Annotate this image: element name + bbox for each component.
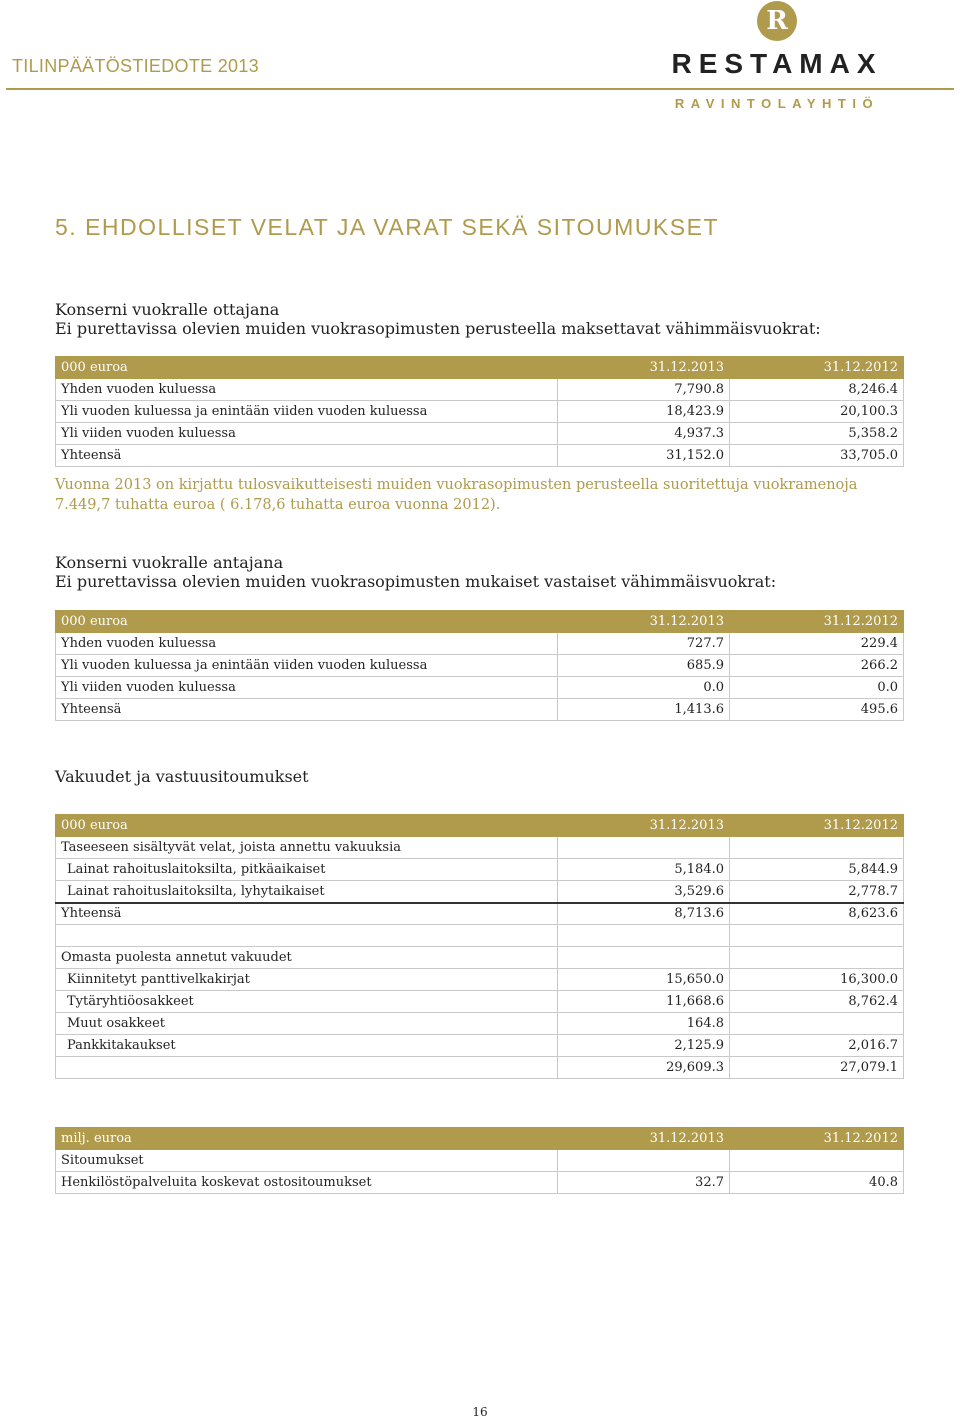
table-row — [56, 1172, 904, 1194]
collateral-heading: Vakuudet ja vastuusitoumukset — [55, 767, 309, 786]
section-title: 5. EHDOLLISET VELAT JA VARAT SEKÄ SITOUMUKSET — [55, 214, 719, 240]
table-row — [56, 947, 904, 969]
value-2013 — [558, 837, 730, 859]
value-2013: 0.0 — [558, 677, 730, 699]
table-row — [56, 423, 904, 445]
row-label: Tytäryhtiöosakkeet — [56, 991, 558, 1013]
row-label: Taseeseen sisältyvät velat, joista annettu vakuuksia — [56, 837, 558, 859]
total-row — [56, 445, 904, 467]
row-label: Muut osakkeet — [56, 1013, 558, 1035]
table-row — [56, 881, 904, 903]
row-label: Yli vuoden kuluessa ja enintään viiden vuoden kuluessa — [56, 401, 558, 423]
value-2012: 8,246.4 — [730, 379, 904, 401]
table-row — [56, 1150, 904, 1172]
value-2013: 8,713.6 — [558, 903, 730, 925]
value-2012: 495.6 — [730, 699, 904, 721]
column-header: milj. euroa — [56, 1128, 558, 1150]
value-2013: 11,668.6 — [558, 991, 730, 1013]
value-2012 — [730, 1150, 904, 1172]
column-header: 31.12.2013 — [558, 611, 730, 633]
row-label: Kiinnitetyt panttivelkakirjat — [56, 969, 558, 991]
total-row — [56, 699, 904, 721]
column-header: 31.12.2013 — [558, 357, 730, 379]
value-2013: 3,529.6 — [558, 881, 730, 903]
row-label: Yhteensä — [56, 445, 558, 467]
value-2013: 29,609.3 — [558, 1057, 730, 1079]
lessee-table — [55, 356, 904, 467]
table-header-row — [56, 357, 904, 379]
lessee-heading-1: Konserni vuokralle ottajana — [55, 300, 280, 319]
lessor-table — [55, 610, 904, 721]
row-label: Yhden vuoden kuluessa — [56, 379, 558, 401]
row-label: Pankkitakaukset — [56, 1035, 558, 1057]
commitments-table — [55, 1127, 904, 1194]
table-row — [56, 633, 904, 655]
column-header: 31.12.2013 — [558, 1128, 730, 1150]
value-2012 — [730, 1013, 904, 1035]
spacer-row — [56, 925, 904, 947]
row-label: Yli viiden vuoden kuluessa — [56, 677, 558, 699]
header-rule — [6, 88, 954, 90]
row-label: Yhden vuoden kuluessa — [56, 633, 558, 655]
row-label: Henkilöstöpalveluita koskevat ostositoumukset — [56, 1172, 558, 1194]
value-2013 — [558, 1150, 730, 1172]
value-2012 — [730, 947, 904, 969]
table-row — [56, 401, 904, 423]
row-label: Yli vuoden kuluessa ja enintään viiden vuoden kuluessa — [56, 655, 558, 677]
value-2012: 8,623.6 — [730, 903, 904, 925]
row-label: Yhteensä — [56, 699, 558, 721]
table-row — [56, 1035, 904, 1057]
table-row — [56, 991, 904, 1013]
value-2012: 8,762.4 — [730, 991, 904, 1013]
value-2012: 33,705.0 — [730, 445, 904, 467]
table-row — [56, 837, 904, 859]
value-2012: 2,778.7 — [730, 881, 904, 903]
table-row — [56, 969, 904, 991]
column-header: 000 euroa — [56, 357, 558, 379]
value-2013: 18,423.9 — [558, 401, 730, 423]
row-label: Yhteensä — [56, 903, 558, 925]
value-2012: 229.4 — [730, 633, 904, 655]
page-number: 16 — [472, 1405, 488, 1419]
value-2012: 0.0 — [730, 677, 904, 699]
lessor-heading-1: Konserni vuokralle antajana — [55, 553, 284, 572]
logo-tagline: RAVINTOLAYHTIÖ — [674, 96, 880, 111]
total-row — [56, 903, 904, 925]
value-2013: 685.9 — [558, 655, 730, 677]
logo-wordmark: RESTAMAX — [671, 48, 883, 79]
value-2012: 40.8 — [730, 1172, 904, 1194]
value-2012: 266.2 — [730, 655, 904, 677]
value-2012: 27,079.1 — [730, 1057, 904, 1079]
value-2013: 15,650.0 — [558, 969, 730, 991]
lessor-heading-2: Ei purettavissa olevien muiden vuokrasopimusten mukaiset vastaiset vähimmäisvuokrat: — [55, 572, 777, 591]
value-2012: 5,358.2 — [730, 423, 904, 445]
value-2013: 5,184.0 — [558, 859, 730, 881]
table-header-row — [56, 815, 904, 837]
table-row — [56, 859, 904, 881]
row-label: Omasta puolesta annetut vakuudet — [56, 947, 558, 969]
value-2013 — [558, 947, 730, 969]
value-2012 — [730, 837, 904, 859]
value-2012: 16,300.0 — [730, 969, 904, 991]
row-label: Sitoumukset — [56, 1150, 558, 1172]
row-label — [56, 1057, 558, 1079]
column-header: 31.12.2013 — [558, 815, 730, 837]
value-2013: 4,937.3 — [558, 423, 730, 445]
document-title: TILINPÄÄTÖSTIEDOTE 2013 — [12, 56, 259, 76]
value-2013: 31,152.0 — [558, 445, 730, 467]
table-row — [56, 677, 904, 699]
column-header: 31.12.2012 — [730, 611, 904, 633]
table-header-row — [56, 611, 904, 633]
logo-mark: R — [757, 1, 797, 41]
value-2013 — [558, 925, 730, 947]
table-row — [56, 1013, 904, 1035]
column-header: 31.12.2012 — [730, 815, 904, 837]
table-row — [56, 655, 904, 677]
table-header-row — [56, 1128, 904, 1150]
table-row — [56, 379, 904, 401]
lessee-heading — [55, 300, 821, 338]
total-row — [56, 1057, 904, 1079]
value-2013: 164.8 — [558, 1013, 730, 1035]
row-label: Lainat rahoituslaitoksilta, lyhytaikaiset — [56, 881, 558, 903]
column-header: 31.12.2012 — [730, 1128, 904, 1150]
value-2013: 7,790.8 — [558, 379, 730, 401]
value-2012: 2,016.7 — [730, 1035, 904, 1057]
value-2012: 20,100.3 — [730, 401, 904, 423]
row-label — [56, 925, 558, 947]
value-2013: 727.7 — [558, 633, 730, 655]
row-label: Lainat rahoituslaitoksilta, pitkäaikaiset — [56, 859, 558, 881]
column-header: 000 euroa — [56, 611, 558, 633]
lessor-heading — [55, 553, 776, 591]
column-header: 000 euroa — [56, 815, 558, 837]
value-2013: 32.7 — [558, 1172, 730, 1194]
lease-expense-note: Vuonna 2013 on kirjattu tulosvaikutteisesti muiden vuokrasopimusten perusteella suoritettuja vuokramenoja 7.449,7 tuhatta euroa ( 6.178,6 tuhatta euroa vuonna 2012). — [55, 477, 858, 513]
value-2013: 2,125.9 — [558, 1035, 730, 1057]
column-header: 31.12.2012 — [730, 357, 904, 379]
value-2012 — [730, 925, 904, 947]
lessee-heading-2: Ei purettavissa olevien muiden vuokrasopimusten perusteella maksettavat vähimmäisvuokrat: — [55, 319, 821, 338]
value-2012: 5,844.9 — [730, 859, 904, 881]
row-label: Yli viiden vuoden kuluessa — [56, 423, 558, 445]
collateral-table — [55, 814, 904, 1079]
value-2013: 1,413.6 — [558, 699, 730, 721]
